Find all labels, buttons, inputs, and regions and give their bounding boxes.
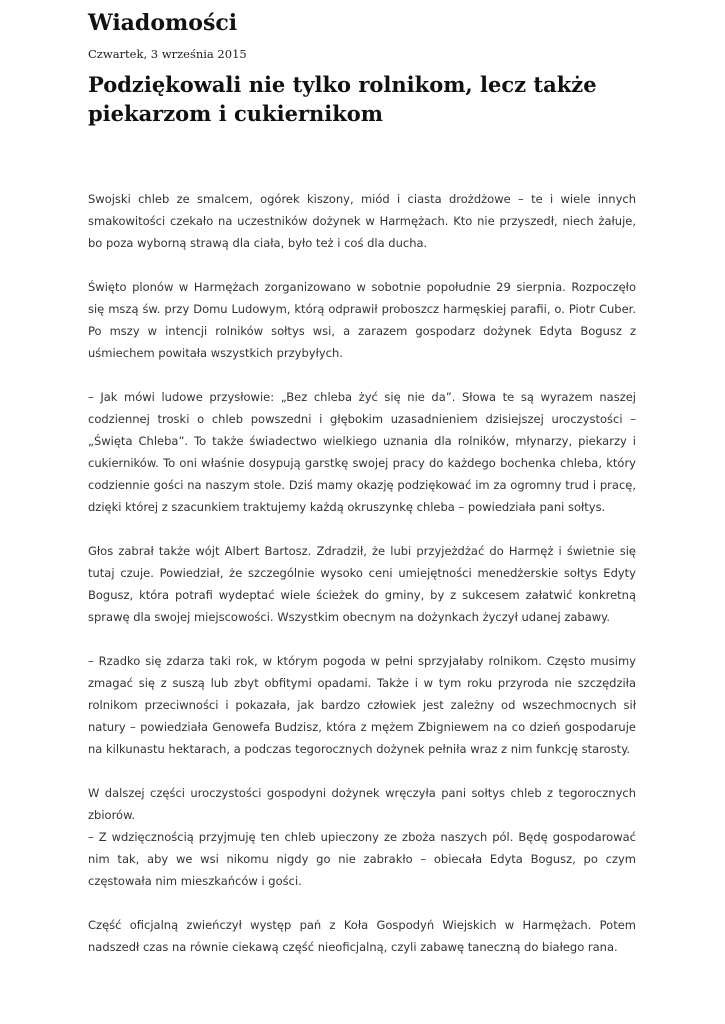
paragraph: Część oficjalną zwieńczył występ pań z Koła Gospodyń Wiejskich w Harmężach. Potem nadszedł czas na równie ciekawą część nieoficjalną, czyli zabawę taneczną do białego rana. bbox=[88, 918, 636, 954]
paragraph: W dalszej części uroczystości gospodyni dożynek wręczyła pani sołtys chleb z tegorocznych zbiorów. – Z wdzięcznością przyjmuję ten chleb upieczony ze zboża naszych pól. Będę gospodarować nim tak, aby we wsi nikomu nigdy go nie zabrakło – obiecała Edyta Bogusz, po czym częstowała nim mieszkańców i gości. bbox=[88, 786, 636, 888]
paragraph: – Jak mówi ludowe przysłowie: „Bez chleba żyć się nie da”. Słowa te są wyrazem naszej codziennej troski o chleb powszedni i głębokim uzasadnieniem dzisiejszej uroczystości – „Święta Chleba”. To także świadectwo wielkiego uznania dla rolników, młynarzy, piekarzy i cukierników. To oni właśnie dosypują garstkę swojej pracy do każdego bochenka chleba, który codziennie gości na naszym stole. Dziś mamy okazję podziękować im za ogromny trud i pracę, dzięki której z szacunkiem traktujemy każdą okruszynkę chleba – powiedziała pani sołtys. bbox=[88, 390, 636, 514]
paragraph: Głos zabrał także wójt Albert Bartosz. Zdradził, że lubi przyjeżdżać do Harmęż i świetnie się tutaj czuje. Powiedział, że szczególnie wysoko ceni umiejętności menedżerskie sołtys Edyty Bogusz, która potrafi wydeptać wiele ścieżek do gminy, by z sukcesem załatwić konkretną sprawę dla swojej miejscowości. Wszystkim obecnym na dożynkach życzył udanej zabawy. bbox=[88, 544, 636, 624]
paragraph: Swojski chleb ze smalcem, ogórek kiszony, miód i ciasta drożdżowe – te i wiele innych smakowitości czekało na uczestników dożynek w Harmężach. Kto nie przyszedł, niech żałuje, bo poza wyborną strawą dla ciała, było też i coś dla ducha. bbox=[88, 192, 636, 250]
section-title: Wiadomości bbox=[88, 10, 238, 36]
article-body bbox=[88, 188, 636, 980]
paragraph: – Rzadko się zdarza taki rok, w którym pogoda w pełni sprzyjałaby rolnikom. Często musimy zmagać się z suszą lub zbyt obfitymi opadami. Także i w tym roku przyroda nie szczędziła rolnikom przeciwności i pokazała, jak bardzo człowiek jest zależny od wszechmocnych sił natury – powiedziała Genowefa Budzisz, która z mężem Zbigniewem na co dzień gospodaruje na kilkunastu hektarach, a podczas tegorocznych dożynek pełniła wraz z nim funkcję starosty. bbox=[88, 654, 636, 756]
article-date: Czwartek, 3 września 2015 bbox=[88, 47, 247, 61]
article-headline: Podziękowali nie tylko rolnikom, lecz także piekarzom i cukiernikom bbox=[88, 72, 597, 126]
paragraph: Święto plonów w Harmężach zorganizowano w sobotnie popołudnie 29 sierpnia. Rozpoczęło się mszą św. przy Domu Ludowym, którą odprawił proboszcz harmęskiej parafii, o. Piotr Cuber. Po mszy w intencji rolników sołtys wsi, a zarazem gospodarz dożynek Edyta Bogusz z uśmiechem powitała wszystkich przybyłych. bbox=[88, 280, 636, 360]
